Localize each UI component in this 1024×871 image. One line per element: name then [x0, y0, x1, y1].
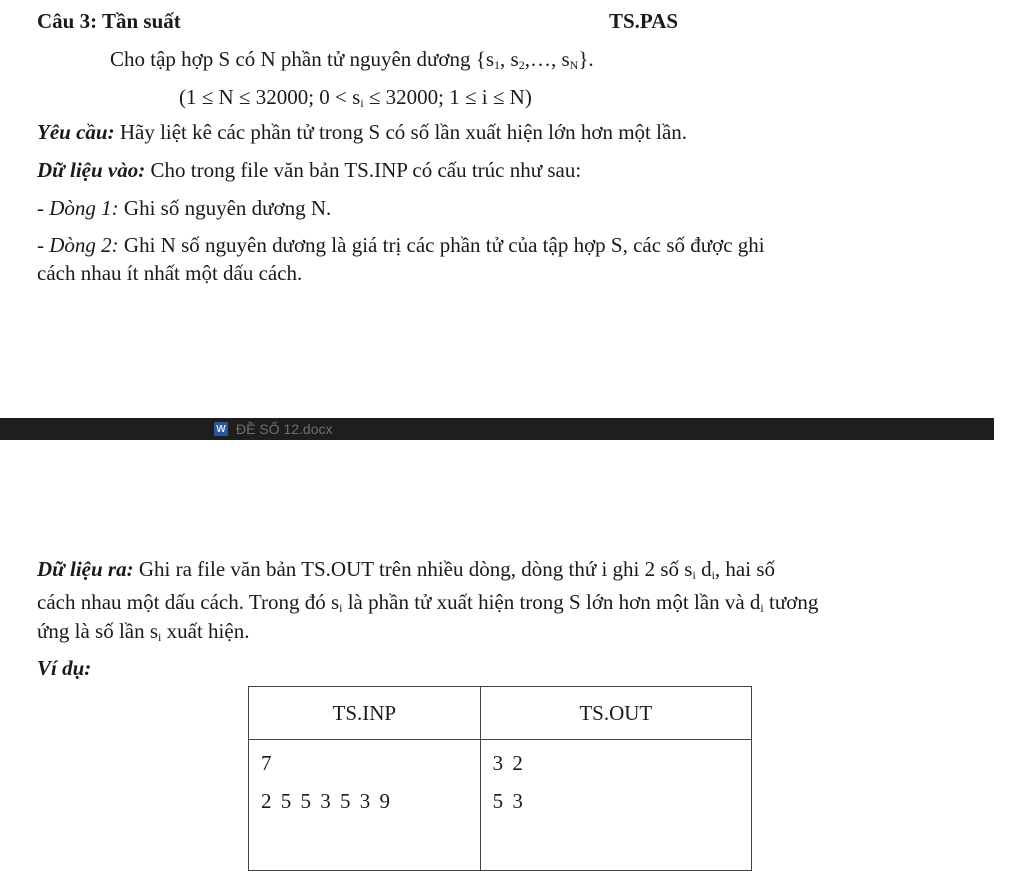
table-row	[249, 740, 752, 871]
file-name-label: TS.PAS	[609, 9, 679, 33]
requirement-line: Yêu cầu: Hãy liệt kê các phần tử trong S có số lần xuất hiện lớn hơn một lần.	[37, 120, 688, 144]
input-line1-description: - Dòng 1: Ghi số nguyên dương N.	[37, 196, 332, 220]
table-header-row	[249, 687, 752, 740]
table-header-input: TS.INP	[249, 687, 481, 740]
output-description-line2: cách nhau một dấu cách. Trong đó $s_i$ là phần tử xuất hiện trong S lớn hơn một lần và $d_i$ tương	[37, 590, 819, 615]
example-label: Ví dụ:	[37, 656, 92, 680]
output-description-line3: ứng là số lần $s_i$ xuất hiện.	[37, 619, 250, 644]
input-line2-description: - Dòng 2: Ghi N số nguyên dương là giá trị các phần tử của tập hợp S, các số được ghi	[37, 233, 765, 257]
document-tab[interactable]	[214, 419, 333, 439]
page-divider-band	[0, 418, 994, 440]
word-document-icon: W	[214, 422, 228, 436]
input-line: 7	[261, 751, 274, 775]
example-table	[248, 686, 752, 871]
output-description-line1: Dữ liệu ra: Ghi ra file văn bản TS.OUT trên nhiều dòng, dòng thứ i ghi 2 số $s_i$ $d_i$, hai số	[37, 557, 775, 582]
input-cell	[249, 740, 481, 871]
document-name: ĐỀ SỐ 12.docx	[236, 421, 333, 437]
output-label: Dữ liệu ra:	[37, 557, 134, 581]
input-description: Dữ liệu vào: Cho trong file văn bản TS.INP có cấu trúc như sau:	[37, 158, 582, 182]
question-title: Câu 3: Tần suất	[37, 9, 181, 33]
output-cell	[480, 740, 751, 871]
input-line: 2 5 5 3 5 3 9	[261, 789, 392, 813]
output-line: 3 2	[492, 751, 525, 775]
problem-intro: Cho tập hợp S có N phần tử nguyên dương {$s_1$, $s_2,\dots$, $s_N$}.	[110, 47, 594, 72]
input-label: Dữ liệu vào:	[37, 158, 146, 182]
input-line2-continuation: cách nhau ít nhất một dấu cách.	[37, 261, 303, 285]
table-header-output: TS.OUT	[480, 687, 751, 740]
requirement-label: Yêu cầu:	[37, 120, 115, 144]
problem-constraints: (1 ≤ N ≤ 32000; $0 < s_i \le 32000$; 1 ≤ i ≤ N)	[179, 85, 532, 110]
output-line: 5 3	[492, 789, 525, 813]
